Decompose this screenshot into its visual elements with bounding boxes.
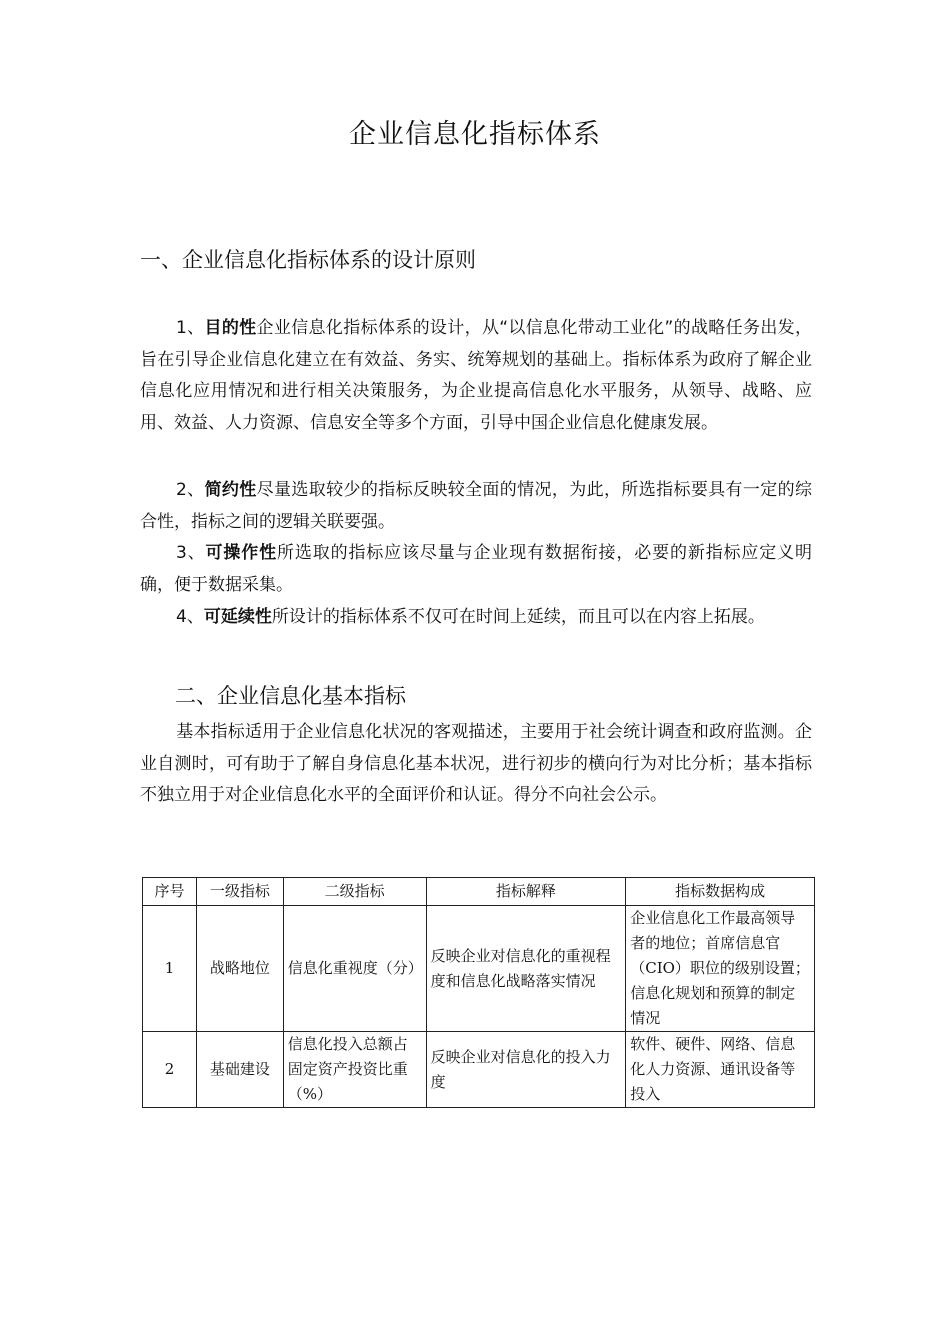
section2-heading: 二、企业信息化基本指标 bbox=[175, 684, 406, 708]
principle-4-text: 所设计的指标体系不仅可在时间上延续，而且可以在内容上拓展。 bbox=[271, 607, 765, 627]
principle-4-name: 可延续性 bbox=[203, 607, 272, 627]
header-data: 指标数据构成 bbox=[626, 878, 815, 906]
principle-4 bbox=[176, 602, 812, 634]
header-level1: 一级指标 bbox=[196, 878, 283, 906]
cell-explain: 反映企业对信息化的重视程度和信息化战略落实情况 bbox=[426, 906, 626, 1032]
cell-no: 1 bbox=[143, 906, 197, 1032]
cell-level1: 战略地位 bbox=[196, 906, 283, 1032]
principle-4-num: 4、 bbox=[176, 607, 204, 627]
cell-no: 2 bbox=[143, 1032, 197, 1108]
cell-explain: 反映企业对信息化的投入力度 bbox=[426, 1032, 626, 1108]
header-level2: 二级指标 bbox=[283, 878, 426, 906]
principle-1-num: 1、 bbox=[176, 318, 205, 338]
section1-heading: 一、企业信息化指标体系的设计原则 bbox=[140, 248, 476, 272]
header-no: 序号 bbox=[143, 878, 197, 906]
table-row bbox=[143, 906, 815, 1032]
principle-3-num: 3、 bbox=[176, 543, 206, 563]
principle-1 bbox=[140, 313, 812, 439]
header-explain: 指标解释 bbox=[426, 878, 626, 906]
cell-data: 软件、硬件、网络、信息化人力资源、通讯设备等投入 bbox=[626, 1032, 815, 1108]
section2-intro-text: 基本指标适用于企业信息化状况的客观描述，主要用于社会统计调查和政府监测。企业自测时，可有助于了解自身信息化基本状况，进行初步的横向行为对比分析；基本指标不独立用于对企业信息化水平的全面评价和认证。得分不向社会公示。 bbox=[140, 722, 812, 805]
principle-1-name: 目的性 bbox=[204, 318, 257, 338]
principle-2-num: 2、 bbox=[176, 480, 205, 500]
principle-2-name: 简约性 bbox=[204, 480, 257, 500]
principle-1-text: 企业信息化指标体系的设计，从“以信息化带动工业化”的战略任务出发，旨在引导企业信息化建立在有效益、务实、统筹规划的基础上。指标体系为政府了解企业信息化应用情况和进行相关决策服务，为企业提高信息化水平服务，从领导、战略、应用、效益、人力资源、信息安全等多个方面，引导中国企业信息化健康发展。 bbox=[140, 318, 812, 433]
principle-2-text: 尽量选取较少的指标反映较全面的情况，为此，所选指标要具有一定的综合性，指标之间的逻辑关联要强。 bbox=[140, 480, 813, 532]
principle-3 bbox=[140, 538, 812, 601]
cell-level2: 信息化重视度（分） bbox=[283, 906, 426, 1032]
page-title: 企业信息化指标体系 bbox=[349, 119, 601, 150]
section2-intro bbox=[140, 717, 812, 812]
cell-level2: 信息化投入总额占固定资产投资比重（%） bbox=[283, 1032, 426, 1108]
principle-3-text: 所选取的指标应该尽量与企业现有数据衔接，必要的新指标应定义明确，便于数据采集。 bbox=[140, 543, 812, 595]
indicator-table bbox=[142, 877, 815, 1108]
principle-3-name: 可操作性 bbox=[205, 543, 277, 563]
table-header-row bbox=[143, 878, 815, 906]
table-row bbox=[143, 1032, 815, 1108]
principle-2 bbox=[140, 475, 812, 538]
cell-level1: 基础建设 bbox=[196, 1032, 283, 1108]
cell-data: 企业信息化工作最高领导者的地位；首席信息官（CIO）职位的级别设置；信息化规划和预算的制定情况 bbox=[626, 906, 815, 1032]
